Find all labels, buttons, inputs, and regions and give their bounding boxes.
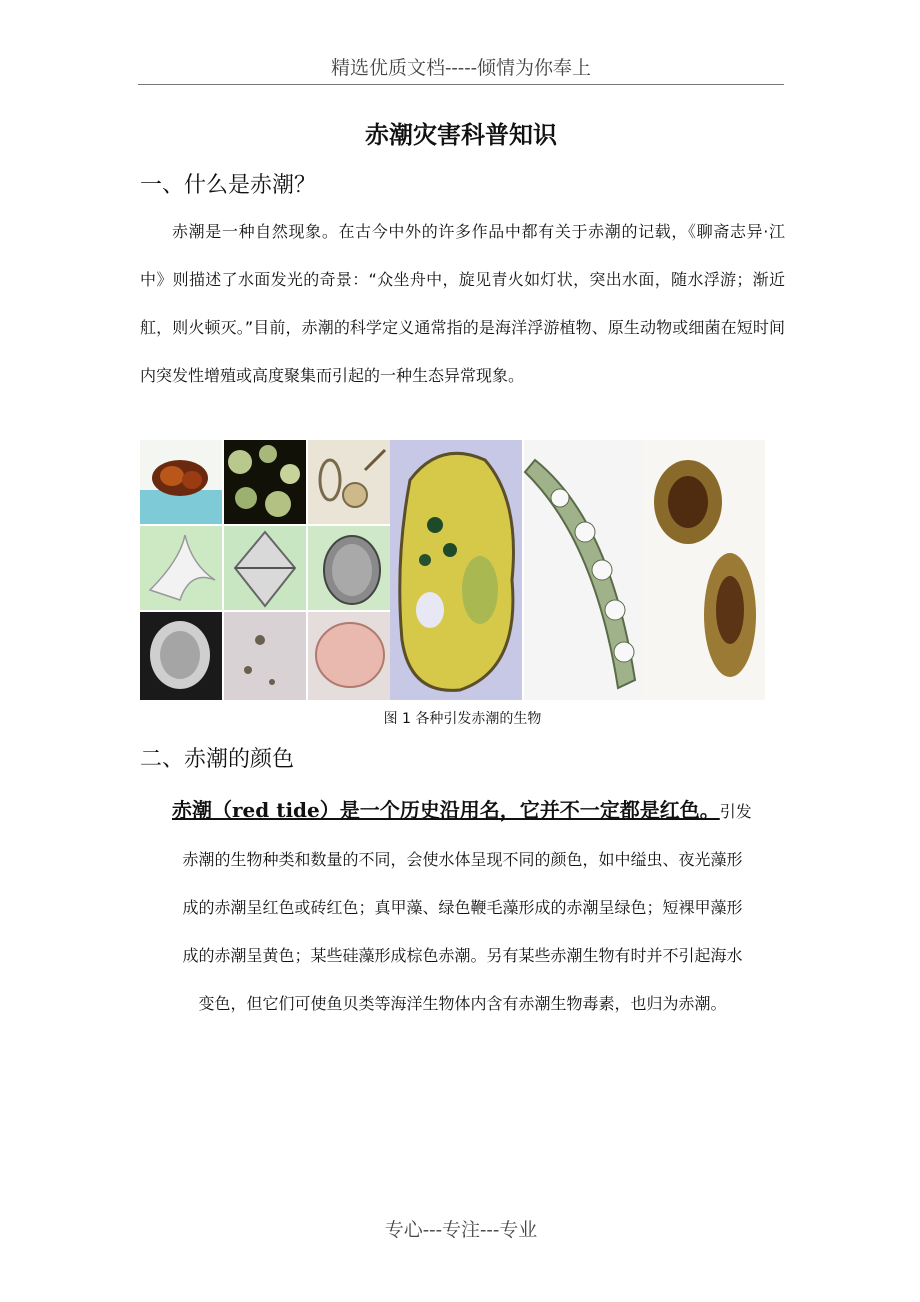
section2-line-5: 变色，但它们可使鱼贝类等海洋生物体内含有赤潮生物毒素，也归为赤潮。 bbox=[198, 994, 727, 1013]
section-heading-what-is-red-tide: 一、什么是赤潮？ bbox=[140, 173, 317, 198]
page-footer-text: 专心---专注---专业 bbox=[384, 1219, 538, 1241]
page-footer bbox=[138, 1214, 784, 1246]
section2-lead-sentence: 赤潮（red tide）是一个历史沿用名，它并不一定都是红色。 bbox=[172, 798, 720, 822]
section2-line-1-tail: 引发 bbox=[719, 802, 752, 821]
section2-line-4: 成的赤潮呈黄色；某些硅藻形成棕色赤潮。另有某些赤潮生物有时并不引起海水 bbox=[182, 946, 743, 965]
red-tide-organisms-figure bbox=[140, 440, 765, 700]
section2-paragraph bbox=[140, 786, 785, 1028]
section1-paragraph bbox=[140, 208, 785, 400]
section-heading-red-tide-color: 二、赤潮的颜色 bbox=[140, 747, 295, 772]
section2-line-2: 赤潮的生物种类和数量的不同，会使水体呈现不同的颜色，如中缢虫、夜光藻形 bbox=[182, 850, 743, 869]
section2-line-3: 成的赤潮呈红色或砖红色；真甲藻、绿色鞭毛藻形成的赤潮呈绿色；短裸甲藻形 bbox=[182, 898, 743, 917]
figure-caption: 图 1 各种引发赤潮的生物 bbox=[383, 711, 542, 727]
document-title: 赤潮灾害科普知识 bbox=[365, 121, 557, 149]
section1-paragraph-text: 赤潮是一种自然现象。在古今中外的许多作品中都有关于赤潮的记载，《聊斋志异·江中》则描述了水面发光的奇景：“众坐舟中，旋见青火如灯状，突出水面，随水浮游；渐近舡，则火顿灭。”目前，赤潮的科学定义通常指的是海洋浮游植物、原生动物或细菌在短时间内突发性增殖或高度聚集而引起的一种生态异常现象。 bbox=[140, 222, 785, 385]
organism-collage-image bbox=[140, 440, 765, 700]
section2-line-1 bbox=[140, 786, 785, 836]
page-header bbox=[138, 52, 784, 85]
page-header-text: 精选优质文档-----倾情为你奉上 bbox=[330, 57, 592, 79]
